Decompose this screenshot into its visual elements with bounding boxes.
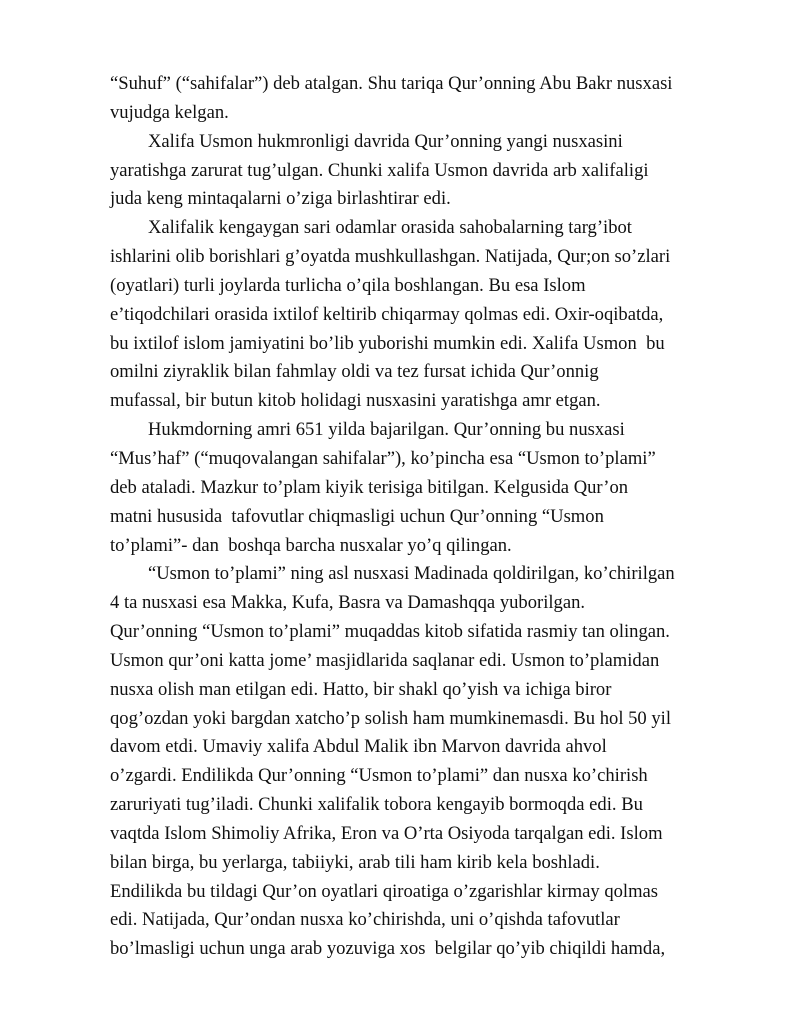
text-line: zaruriyati tug’iladi. Chunki xalifalik tobora kengayib bormoqda edi. Bu (110, 794, 643, 816)
paragraph-start-line: Hukmdorning amri 651 yilda bajarilgan. Qur’onning bu nusxasi (148, 419, 625, 441)
paragraph-start-line: “Usmon to’plami” ning asl nusxasi Madinada qoldirilgan, ko’chirilgan (148, 563, 675, 585)
document-page (110, 70, 750, 964)
text-line: deb ataladi. Mazkur to’plam kiyik terisiga bitilgan. Kelgusida Qur’on (110, 476, 629, 498)
text-line: yaratishga zarurat tug’ulgan. Chunki xalifa Usmon davrida arb xalifaligi (110, 159, 649, 181)
text-line: Qur’onning “Usmon to’plami” muqaddas kitob sifatida rasmiy tan olingan. (110, 621, 670, 643)
paragraph-start-line: Xalifalik kengaygan sari odamlar orasida sahobalarning targ’ibot (148, 217, 632, 239)
text-line: Usmon qur’oni katta jome’ masjidlarida saqlanar edi. Usmon to’plamidan (110, 649, 660, 671)
text-line: bilan birga, bu yerlarga, tabiiyki, arab tili ham kirib kela boshladi. (110, 851, 600, 873)
text-line: o’zgardi. Endilikda Qur’onning “Usmon to’plami” dan nusxa ko’chirish (110, 765, 648, 787)
text-line: vujudga kelgan. (110, 101, 229, 123)
text-line: (oyatlari) turli joylarda turlicha o’qila boshlangan. Bu esa Islom (110, 274, 586, 296)
text-line: “Mus’haf” (“muqovalangan sahifalar”), ko’pincha esa “Usmon to’plami” (110, 447, 656, 469)
text-line: qog’ozdan yoki bargdan xatcho’p solish ham mumkinemasdi. Bu hol 50 yil (110, 707, 672, 729)
text-line: matni hususida tafovutlar chiqmasligi uchun Qur’onning “Usmon (110, 505, 604, 527)
text-line: nusxa olish man etilgan edi. Hatto, bir shakl qo’yish va ichiga biror (110, 678, 612, 700)
text-line: juda keng mintaqalarni o’ziga birlashtirar edi. (110, 188, 451, 210)
text-line: to’plami”- dan boshqa barcha nusxalar yo’q qilingan. (110, 534, 512, 556)
text-line: Endilikda bu tildagi Qur’on oyatlari qiroatiga o’zgarishlar kirmay qolmas (110, 880, 659, 902)
text-line: ishlarini olib borishlari g’oyatda mushkullashgan. Natijada, Qur;on so’zlari (110, 246, 671, 268)
text-line: e’tiqodchilari orasida ixtilof keltirib chiqarmay qolmas edi. Oxir-oqibatda, (110, 303, 664, 325)
paragraph-start-line: Xalifa Usmon hukmronligi davrida Qur’onning yangi nusxasini (148, 130, 623, 152)
text-line: “Suhuf” (“sahifalar”) deb atalgan. Shu tariqa Qur’onning Abu Bakr nusxasi (110, 73, 673, 94)
text-line: vaqtda Islom Shimoliy Afrika, Eron va O’rta Osiyoda tarqalgan edi. Islom (110, 822, 663, 844)
text-line: omilni ziyraklik bilan fahmlay oldi va tez fursat ichida Qur’onnig (110, 361, 599, 383)
text-line: mufassal, bir butun kitob holidagi nusxasini yaratishga amr etgan. (110, 390, 601, 412)
text-line: davom etdi. Umaviy xalifa Abdul Malik ibn Marvon davrida ahvol (110, 736, 607, 758)
text-line: edi. Natijada, Qur’ondan nusxa ko’chirishda, uni o’qishda tafovutlar (110, 909, 620, 931)
text-line: bu ixtilof islom jamiyatini bo’lib yuborishi mumkin edi. Xalifa Usmon bu (110, 332, 665, 354)
text-line: 4 ta nusxasi esa Makka, Kufa, Basra va Damashqqa yuborilgan. (110, 592, 586, 614)
text-line: bo’lmasligi uchun unga arab yozuviga xos belgilar qo’yib chiqildi hamda, (110, 938, 666, 960)
